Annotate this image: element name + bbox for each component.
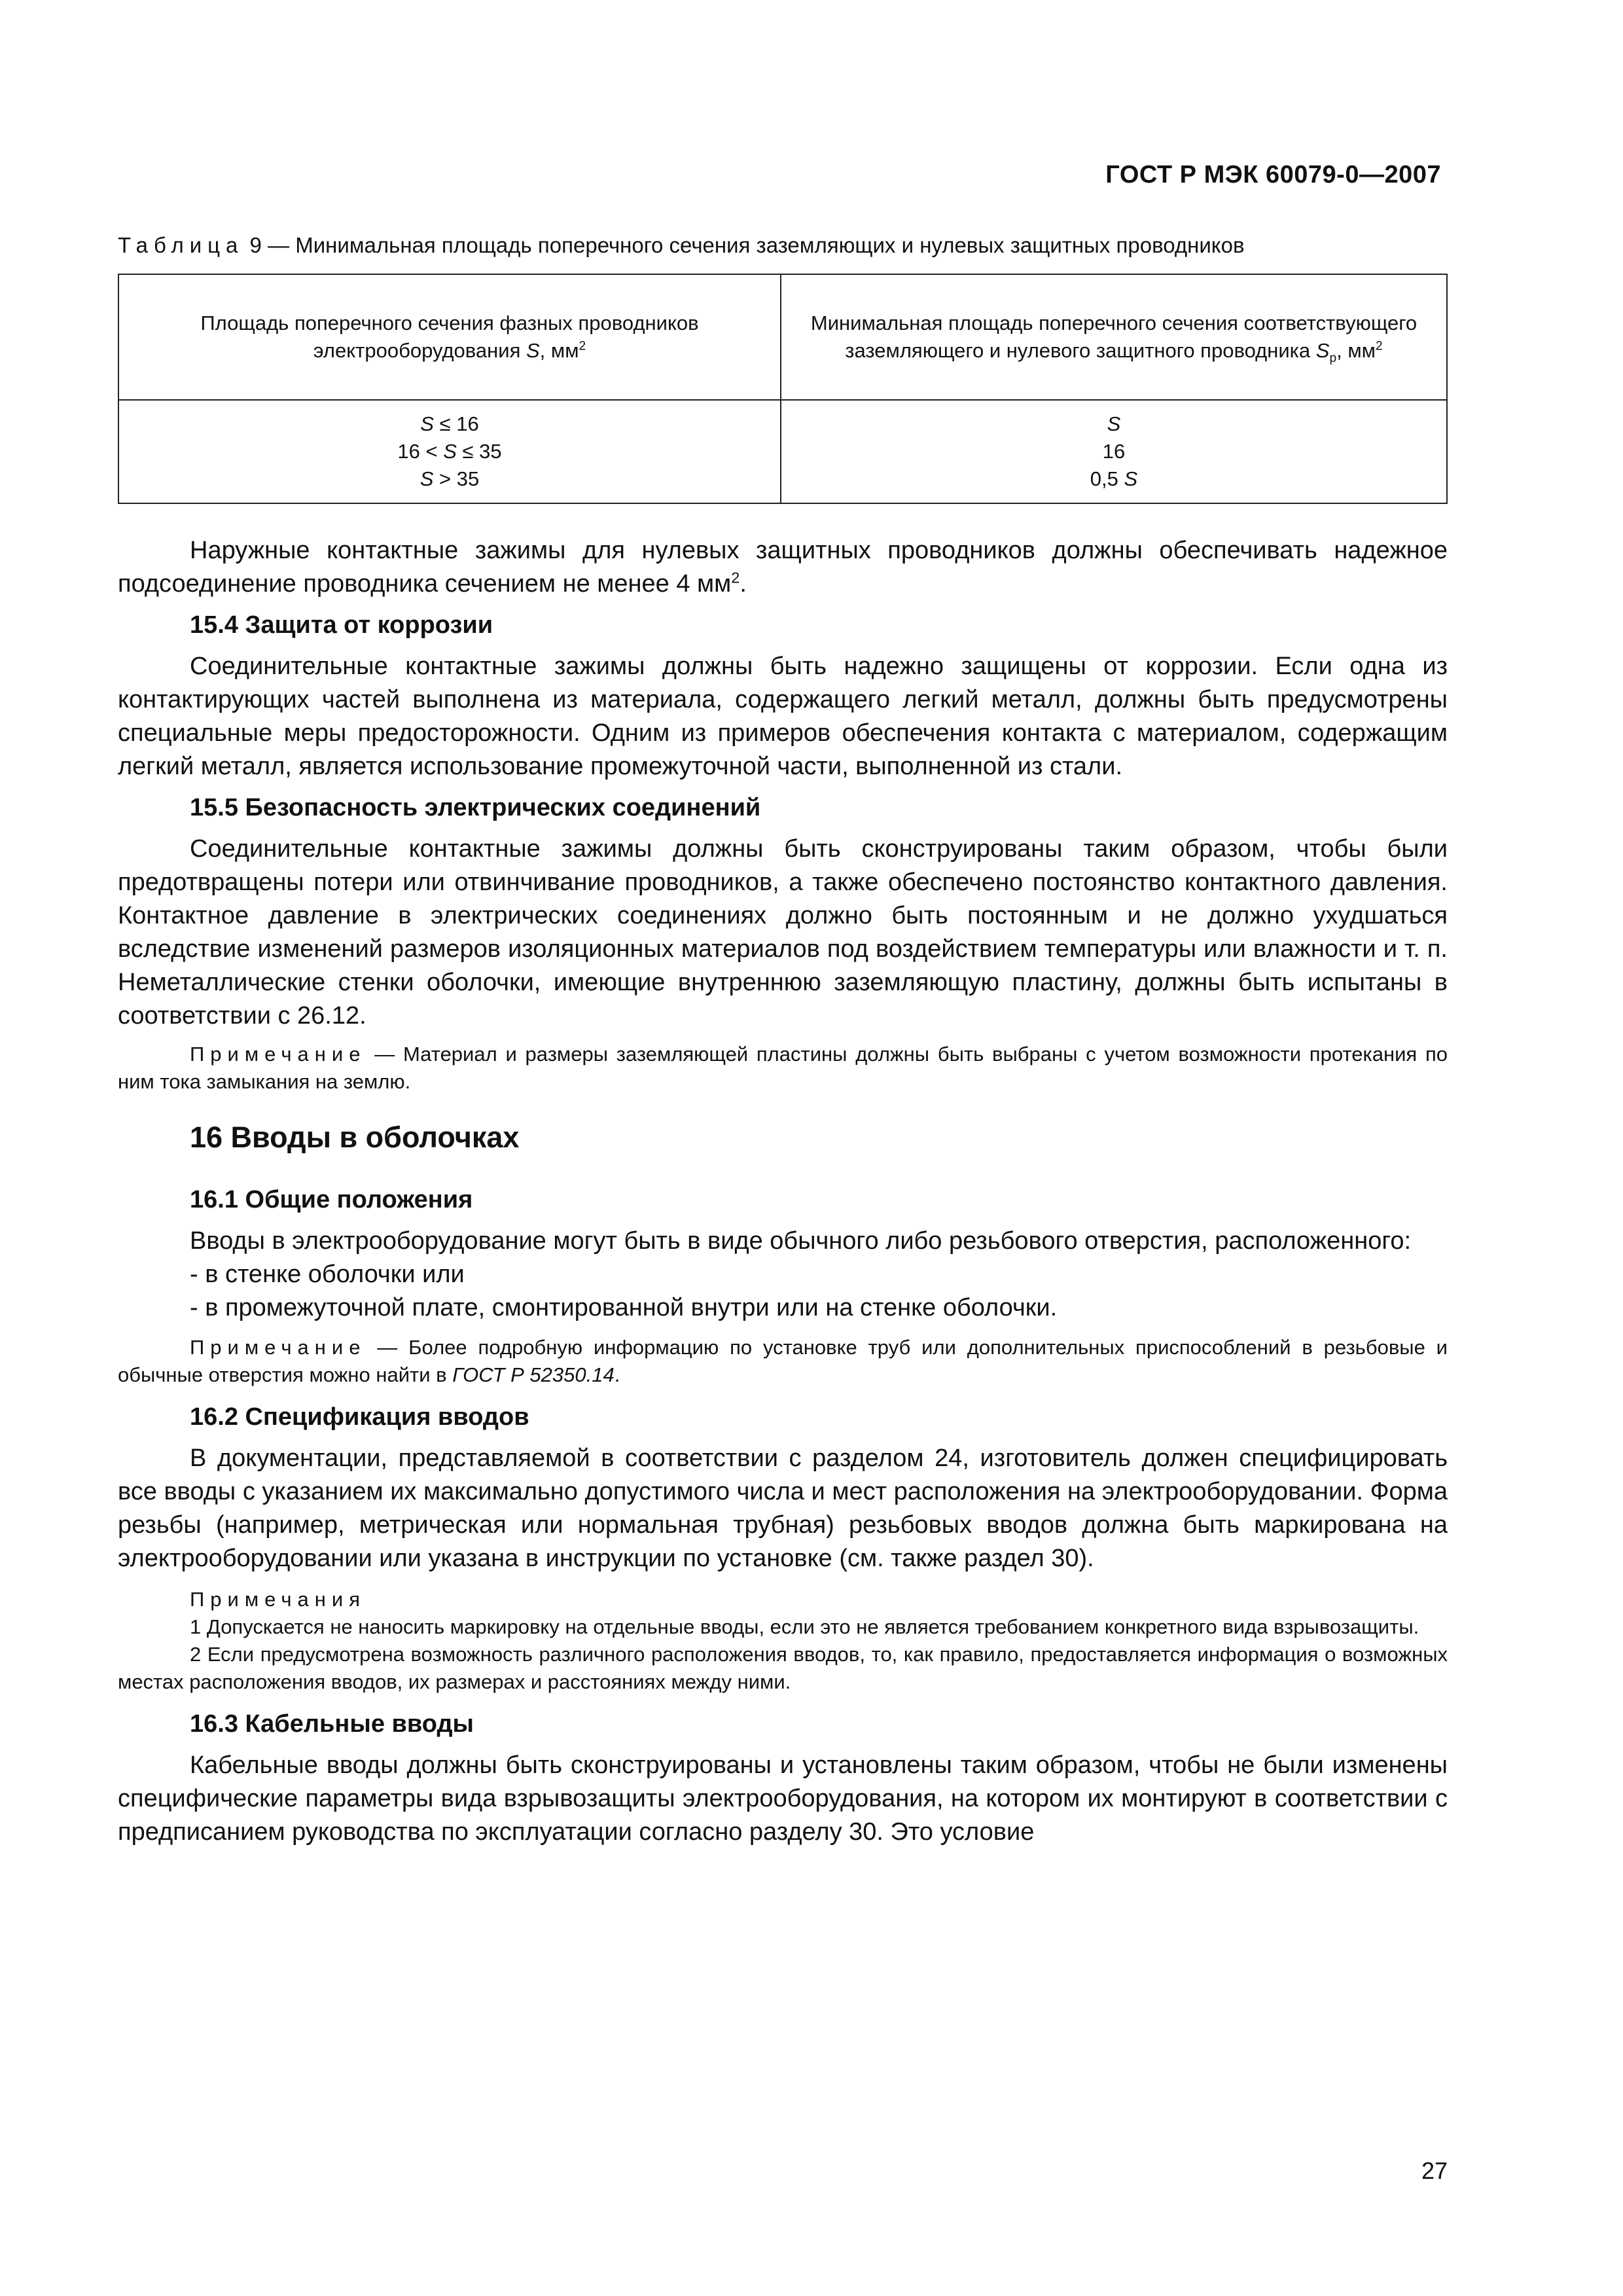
section-15-4-title: 15.4 Защита от коррозии — [190, 611, 493, 639]
col2-superscript: 2 — [1376, 339, 1383, 353]
section-16-2-note-1: 1 Допускается не наносить маркировку на отдельные вводы, если это не является требованием конкретного вида взрывозащиты. — [190, 1615, 1419, 1638]
condition-line: S > 35 — [419, 467, 480, 490]
condition-line: S ≤ 16 — [420, 412, 479, 435]
body-flow — [118, 534, 1448, 1857]
table-header-cell-phase — [118, 274, 781, 400]
section-16-title: 16 Вводы в оболочках — [190, 1121, 520, 1154]
col1-superscript: 2 — [579, 339, 586, 353]
page-number: 27 — [1421, 2157, 1448, 2184]
conductor-section-table — [118, 274, 1448, 504]
section-16-1-note: Примечание — Более подробную информацию по установке труб или дополнительных приспособлений в резьбовые и обычные отверстия можно найти в ГОСТ Р 52350.14. — [118, 1336, 1448, 1386]
list-item: - в стенке оболочки или — [190, 1261, 465, 1288]
col1-unit: , мм — [539, 339, 579, 362]
col2-subscript: p — [1329, 351, 1337, 366]
section-15-5-title: 15.5 Безопасность электрических соединений — [190, 794, 761, 821]
value-line: S — [1107, 412, 1121, 435]
section-15-5-text: Соединительные контактные зажимы должны быть сконструированы таким образом, чтобы были предотвращены потери или отвинчивание проводников, а также обеспечено постоянство контактного давления. Контактное давление в электрических соединениях должно быть постоянным и не должно ухудшаться вследствие изменений размеров изоляционных материалов под воздействием температуры или влажности и т. п. Неметаллические стенки оболочки, имеющие внутреннюю заземляющую пластину, должны быть испытаны в соответствии с 26.12. — [118, 835, 1448, 1030]
col1-symbol: S — [526, 339, 540, 362]
document-header: ГОСТ Р МЭК 60079-0—2007 — [1105, 161, 1441, 188]
section-16-2-text: В документации, представляемой в соответствии с разделом 24, изготовитель должен специфицировать все вводы с указанием их максимально допустимого числа и мест расположения на электрооборудовании. Форма резьбы (например, метрическая или нормальная трубная) резьбовых вводов должна быть маркирована на электрооборудовании или указана в инструкции по установке (см. также раздел 30). — [118, 1444, 1448, 1572]
table-caption-label: Таблица — [118, 233, 244, 257]
condition-line: 16 < S ≤ 35 — [397, 440, 502, 463]
list-item: - в промежуточной плате, смонтированной внутри или на стенке оболочки. — [190, 1294, 1058, 1321]
col2-unit: , мм — [1336, 339, 1376, 362]
table-row — [118, 400, 1447, 503]
section-16-1-title: 16.1 Общие положения — [190, 1186, 473, 1213]
col2-symbol: S — [1315, 339, 1330, 362]
paragraph-external-terminals: Наружные контактные зажимы для нулевых защитных проводников должны обеспечивать надежное подсоединение проводника сечением не менее 4 $мм^2$. — [118, 537, 1448, 598]
section-16-3-text: Кабельные вводы должны быть сконструированы и установлены таким образом, чтобы не были изменены специфические параметры вида взрывозащиты электрооборудования, на котором их монтируют в соответствии с предписанием руководства по эксплуатации согласно разделу 30. Это условие — [118, 1751, 1448, 1846]
table-caption-text: 9 — Минимальная площадь поперечного сечения заземляющих и нулевых защитных проводников — [243, 233, 1245, 257]
value-line: 16 — [1102, 440, 1126, 463]
section-15-4-text: Соединительные контактные зажимы должны быть надежно защищены от коррозии. Если одна из контактирующих частей выполнена из материала, содержащего легкий металл, должны быть предусмотрены специальные меры предосторожности. Одним из примеров обеспечения контакта с материалом, содержащим легкий металл, является использование промежуточной части, выполненной из стали. — [118, 653, 1448, 780]
section-15-5-note: Примечание — Материал и размеры заземляющей пластины должны быть выбраны с учетом возможности протекания по ним тока замыкания на землю. — [118, 1043, 1448, 1093]
table-header-cell-protective — [781, 274, 1447, 400]
section-16-2-title: 16.2 Спецификация вводов — [190, 1403, 529, 1431]
section-16-3-title: 16.3 Кабельные вводы — [190, 1710, 474, 1738]
col2-head-text: Минимальная площадь поперечного сечения соответствующего заземляющего и нулевого защитного проводника — [810, 312, 1418, 362]
col1-head-text: Площадь поперечного сечения фазных проводников электрооборудования — [200, 312, 699, 362]
section-16-2-note-2: 2 Если предусмотрена возможность различного расположения вводов, то, как правило, предоставляется информация о возможных местах расположения вводов, их размерах и расстояниях между ними. — [118, 1643, 1448, 1693]
table-cell-value — [781, 400, 1447, 503]
value-line: 0,5 S — [1090, 467, 1138, 490]
section-16-1-text: Вводы в электрооборудование могут быть в виде обычного либо резьбового отверстия, расположенного: — [190, 1227, 1412, 1255]
table-header-row — [118, 274, 1447, 400]
table-cell-condition — [118, 400, 781, 503]
table-caption — [118, 233, 1453, 258]
section-16-2-notes-label: Примечания — [190, 1588, 366, 1611]
